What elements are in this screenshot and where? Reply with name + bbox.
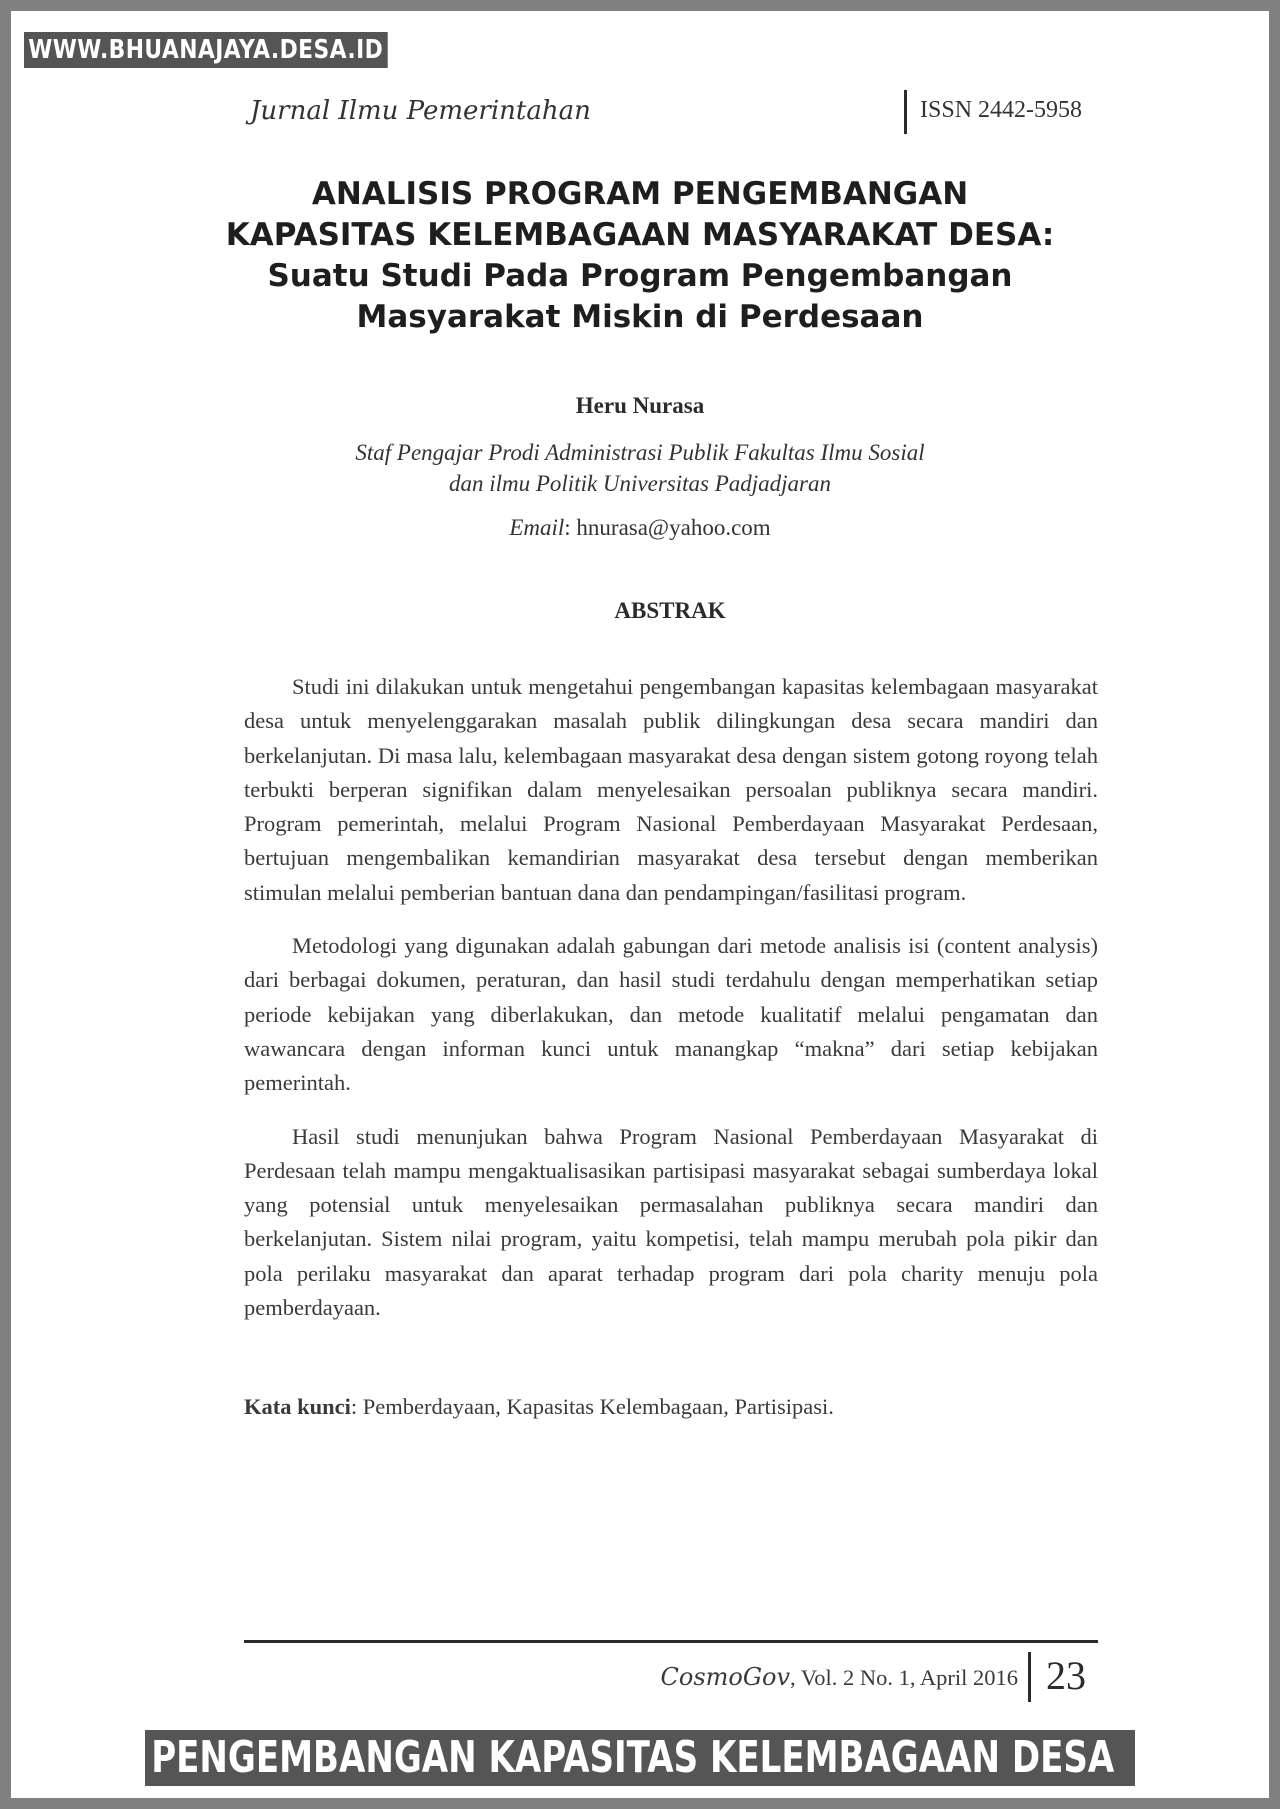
- footer-issue: Vol. 2 No. 1, April 2016: [800, 1665, 1018, 1690]
- keywords-list: Pemberdayaan, Kapasitas Kelembagaan, Partisipasi.: [362, 1394, 834, 1419]
- affiliation-line: Staf Pengajar Prodi Administrasi Publik Fakultas Ilmu Sosial: [355, 440, 925, 465]
- journal-name: Jurnal Ilmu Pemerintahan: [250, 96, 591, 126]
- affiliation-line: dan ilmu Politik Universitas Padjadjaran: [448, 471, 832, 496]
- title-line: ANALISIS PROGRAM PENGEMBANGAN: [311, 176, 969, 212]
- email-label: Email: [509, 515, 565, 540]
- footer-divider: [1028, 1652, 1031, 1702]
- page-number: 23: [1046, 1653, 1086, 1698]
- abstract-heading: ABSTRAK: [614, 598, 726, 623]
- caption-banner: [145, 1730, 1135, 1786]
- issn: ISSN 2442-5958: [920, 97, 1083, 123]
- subtitle-line: Masyarakat Miskin di Perdesaan: [356, 299, 924, 335]
- site-url-banner: WWW.BHUANAJAYA.DESA.ID: [24, 32, 387, 68]
- footer-rule: [244, 1640, 1098, 1643]
- caption-text: PENGEMBANGAN KAPASITAS KELEMBAGAAN DESA: [151, 1732, 1115, 1783]
- paper-title: [170, 174, 1110, 338]
- subtitle-line: Suatu Studi Pada Program Pengembangan: [267, 258, 1013, 294]
- header-divider: [904, 90, 907, 134]
- abstract-body: [244, 670, 1098, 1344]
- keywords-label: Kata kunci: [244, 1394, 351, 1419]
- footer-citation: CosmoGov, Vol. 2 No. 1, April 2016: [660, 1663, 1018, 1691]
- title-line: KAPASITAS KELEMBAGAAN MASYARAKAT DESA:: [225, 217, 1055, 253]
- email-address: hnurasa@yahoo.com: [576, 515, 771, 540]
- author-name: Heru Nurasa: [575, 393, 705, 418]
- author-affiliation: [0, 437, 1280, 499]
- abstract-paragraph: Studi ini dilakukan untuk mengetahui pengembangan kapasitas kelembagaan masyarakat desa untuk menyelenggarakan masalah publik dilingkungan desa secara mandiri dan berkelanjutan. Di masa lalu, kelembagaan masyarakat desa dengan sistem gotong royong telah terbukti berperan signifikan dalam menyelesaikan persoalan publiknya secara mandiri. Program pemerintah, melalui Program Nasional Pemberdayaan Masyarakat Perdesaan, bertujuan mengembalikan kemandirian masyarakat desa tersebut dengan memberikan stimulan melalui pemberian bantuan dana dan pendampingan/fasilitasi program.: [244, 674, 1098, 905]
- footer-journal-name: CosmoGov: [660, 1663, 791, 1691]
- abstract-paragraph: Metodologi yang digunakan adalah gabungan dari metode analisis isi (content analysis) dari berbagai dokumen, peraturan, dan hasil studi terdahulu dengan memperhatikan setiap periode kebijakan yang diberlakukan, dan metode kualitatif melalui pengamatan dan wawancara dengan informan kunci untuk manangkap “makna” dari setiap kebijakan pemerintah.: [244, 933, 1098, 1096]
- abstract-paragraph: Hasil studi menunjukan bahwa Program Nasional Pemberdayaan Masyarakat di Perdesaan telah mampu mengaktualisasikan partisipasi masyarakat sebagai sumberdaya lokal yang potensial untuk menyelesaikan permasalahan publiknya secara mandiri dan berkelanjutan. Sistem nilai program, yaitu kompetisi, telah mampu merubah pola pikir dan pola perilaku masyarakat dan aparat terhadap program dari pola charity menuju pola pemberdayaan.: [244, 1123, 1098, 1321]
- author-email: Email: hnurasa@yahoo.com: [509, 515, 771, 540]
- keywords: Kata kunci: Pemberdayaan, Kapasitas Kelembagaan, Partisipasi.: [244, 1394, 834, 1419]
